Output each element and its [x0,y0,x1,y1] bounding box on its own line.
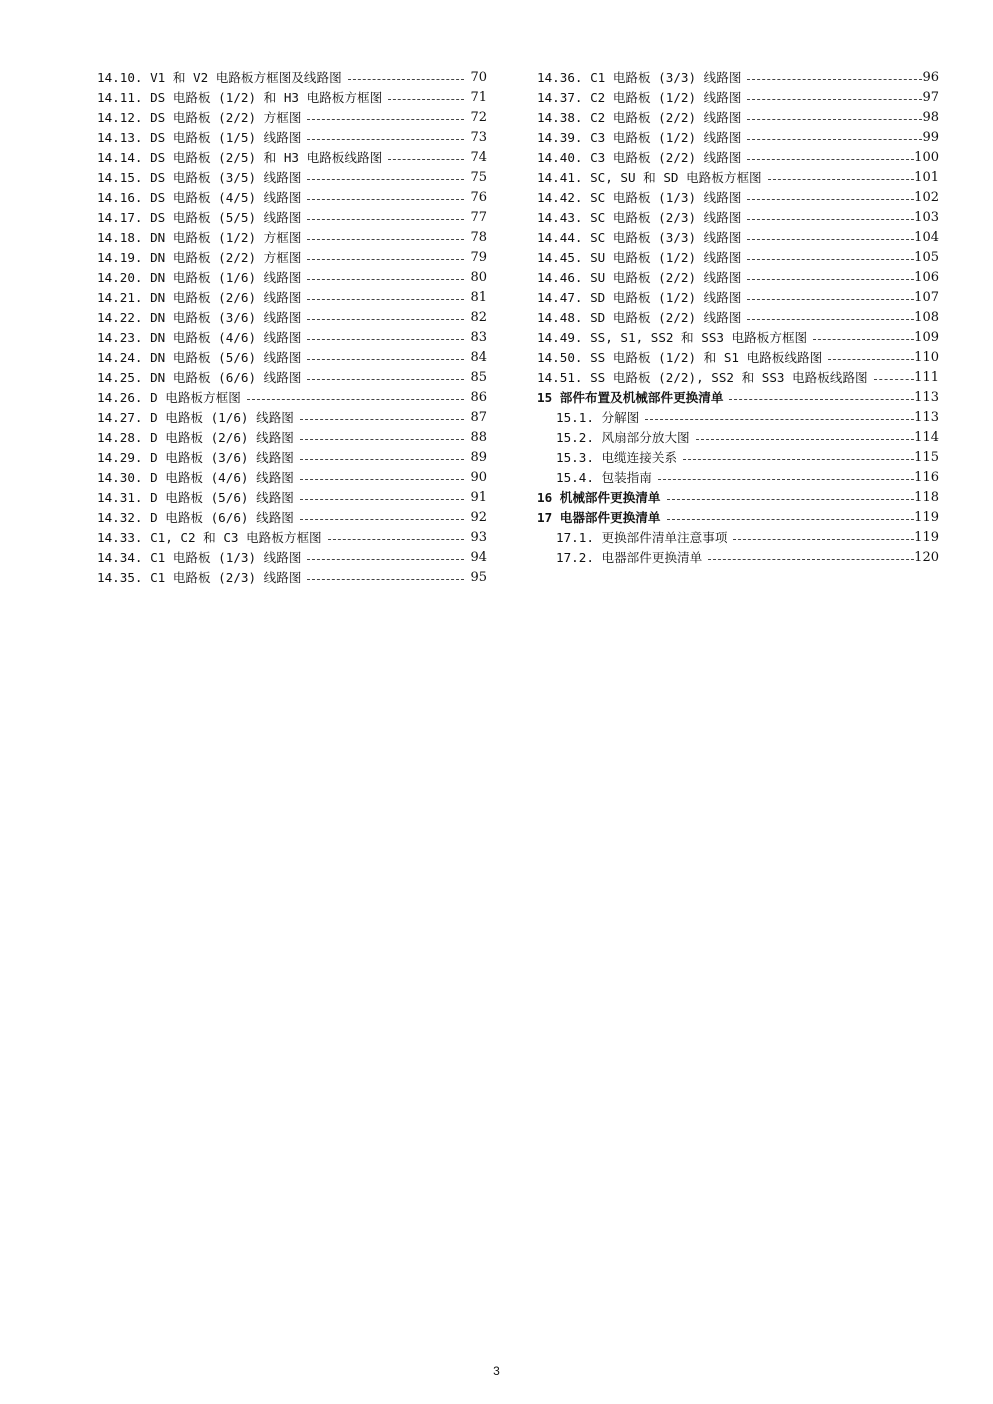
toc-entry-page: 86 [470,390,487,405]
toc-entry[interactable] [97,348,487,368]
toc-entry-label: 14.18. DN 电路板 (1/2) 方框图 [97,230,302,245]
toc-entry-label: 14.31. D 电路板 (5/6) 线路图 [97,490,294,505]
toc-entry-page: 103 [914,210,939,225]
dot-leader [328,539,465,540]
toc-entry[interactable] [537,148,939,168]
toc-entry[interactable] [537,208,939,228]
dot-leader [307,139,464,140]
dot-leader [307,359,464,360]
toc-entry[interactable] [537,268,939,288]
toc-entry-page: 92 [470,510,487,525]
dot-leader [747,199,914,200]
dot-leader [747,119,922,120]
toc-entry-page: 116 [914,470,939,485]
dot-leader [300,439,465,440]
dot-leader [708,559,914,560]
dot-leader [300,479,465,480]
toc-entry-page: 87 [470,410,487,425]
toc-entry[interactable] [537,188,939,208]
toc-chapter-label: 15 部件布置及机械部件更换清单 [537,390,724,405]
toc-entry-label: 14.48. SD 电路板 (2/2) 线路图 [537,310,742,325]
dot-leader [307,379,464,380]
toc-entry-page: 94 [470,550,487,565]
toc-entry-label: 14.29. D 电路板 (3/6) 线路图 [97,450,294,465]
toc-entry-page: 75 [470,170,487,185]
dot-leader [729,399,914,400]
toc-entry-page: 98 [922,110,939,125]
toc-entry-page: 73 [470,130,487,145]
toc-entry-page: 84 [470,350,487,365]
toc-entry-label: 14.20. DN 电路板 (1/6) 线路图 [97,270,302,285]
dot-leader [307,199,464,200]
dot-leader [747,299,914,300]
toc-entry-label: 14.15. DS 电路板 (3/5) 线路图 [97,170,302,185]
toc-entry-page: 82 [470,310,487,325]
dot-leader [747,279,914,280]
dot-leader [388,159,464,160]
toc-entry[interactable] [537,468,939,488]
toc-entry-page: 102 [914,190,939,205]
toc-entry-page: 114 [914,430,939,445]
toc-entry-label: 14.43. SC 电路板 (2/3) 线路图 [537,210,742,225]
toc-entry[interactable] [537,408,939,428]
dot-leader [747,139,922,140]
dot-leader [747,259,914,260]
toc-entry-page: 96 [922,70,939,85]
toc-entry-label: 14.44. SC 电路板 (3/3) 线路图 [537,230,742,245]
toc-entry-label: 14.11. DS 电路板 (1/2) 和 H3 电路板方框图 [97,90,383,105]
toc-entry[interactable] [537,68,939,88]
dot-leader [300,419,465,420]
toc-chapter-label: 17 电器部件更换清单 [537,510,661,525]
toc-entry-label: 14.40. C3 电路板 (2/2) 线路图 [537,150,742,165]
dot-leader [307,279,464,280]
toc-entry[interactable] [97,568,487,588]
toc-entry[interactable] [97,228,487,248]
toc-entry[interactable] [97,68,487,88]
toc-entry[interactable] [97,288,487,308]
toc-entry[interactable] [537,128,939,148]
toc-entry-page: 97 [922,90,939,105]
dot-leader [768,179,915,180]
dot-leader [747,99,922,100]
toc-entry-label: 14.22. DN 电路板 (3/6) 线路图 [97,310,302,325]
toc-entry[interactable] [537,228,939,248]
toc-entry-label: 17.2. 电器部件更换清单 [556,550,703,565]
toc-entry-label: 14.23. DN 电路板 (4/6) 线路图 [97,330,302,345]
dot-leader [747,219,914,220]
toc-entry-label: 14.17. DS 电路板 (5/5) 线路图 [97,210,302,225]
toc-entry[interactable] [97,208,487,228]
toc-entry-page: 110 [914,350,939,365]
toc-entry-label: 14.51. SS 电路板 (2/2), SS2 和 SS3 电路板线路图 [537,370,868,385]
toc-entry-label: 14.36. C1 电路板 (3/3) 线路图 [537,70,742,85]
toc-entry-page: 95 [470,570,487,585]
toc-chapter-15[interactable] [537,388,939,408]
toc-chapter-16[interactable] [537,488,939,508]
toc-entry-label: 14.25. DN 电路板 (6/6) 线路图 [97,370,302,385]
toc-entry-page: 119 [914,510,939,525]
toc-entry-label: 14.27. D 电路板 (1/6) 线路图 [97,410,294,425]
toc-entry-page: 89 [470,450,487,465]
toc-entry-label: 14.10. V1 和 V2 电路板方框图及线路图 [97,70,342,85]
dot-leader [307,319,464,320]
toc-entry-page: 115 [914,450,939,465]
toc-entry-label: 14.21. DN 电路板 (2/6) 线路图 [97,290,302,305]
toc-entry-page: 81 [470,290,487,305]
dot-leader [388,99,464,100]
toc-entry[interactable] [97,308,487,328]
page-number: 3 [493,1364,500,1378]
toc-entry-page: 71 [470,90,487,105]
toc-entry[interactable] [97,548,487,568]
toc-entry-label: 17.1. 更换部件清单注意事项 [556,530,728,545]
dot-leader [307,219,464,220]
toc-entry-label: 14.47. SD 电路板 (1/2) 线路图 [537,290,742,305]
toc-entry-page: 119 [914,530,939,545]
dot-leader [300,499,465,500]
toc-entry-page: 88 [470,430,487,445]
toc-entry[interactable] [97,88,487,108]
dot-leader [300,519,465,520]
toc-entry-label: 14.13. DS 电路板 (1/5) 线路图 [97,130,302,145]
toc-entry-label: 14.45. SU 电路板 (1/2) 线路图 [537,250,742,265]
toc-entry-page: 101 [914,170,939,185]
toc-entry-label: 14.42. SC 电路板 (1/3) 线路图 [537,190,742,205]
dot-leader [747,239,914,240]
dot-leader [683,459,914,460]
dot-leader [747,159,914,160]
toc-entry-page: 70 [470,70,487,85]
toc-entry-label: 14.28. D 电路板 (2/6) 线路图 [97,430,294,445]
toc-entry[interactable] [537,248,939,268]
toc-entry-page: 105 [914,250,939,265]
toc-entry-page: 108 [914,310,939,325]
toc-entry-page: 83 [470,330,487,345]
toc-entry[interactable] [537,548,939,568]
toc-entry-label: 14.33. C1, C2 和 C3 电路板方框图 [97,530,322,545]
toc-entry-page: 93 [470,530,487,545]
toc-entry-label: 14.37. C2 电路板 (1/2) 线路图 [537,90,742,105]
toc-entry[interactable] [97,468,487,488]
toc-entry-page: 104 [914,230,939,245]
toc-entry-page: 74 [470,150,487,165]
toc-entry-page: 85 [470,370,487,385]
toc-entry-label: 14.30. D 电路板 (4/6) 线路图 [97,470,294,485]
toc-entry[interactable] [537,348,939,368]
dot-leader [667,519,915,520]
toc-entry-label: 15.2. 风扇部分放大图 [556,430,690,445]
toc-chapter-label: 16 机械部件更换清单 [537,490,661,505]
toc-entry-label: 14.34. C1 电路板 (1/3) 线路图 [97,550,302,565]
dot-leader [733,539,914,540]
dot-leader [307,339,464,340]
toc-entry-page: 80 [470,270,487,285]
toc-entry-page: 111 [914,370,939,385]
toc-entry-page: 113 [914,390,939,405]
toc-entry[interactable] [537,88,939,108]
toc-entry[interactable] [97,248,487,268]
toc-entry-page: 118 [914,490,939,505]
toc-entry[interactable] [97,408,487,428]
toc-entry[interactable] [97,188,487,208]
dot-leader [307,179,464,180]
dot-leader [645,419,914,420]
dot-leader [667,499,915,500]
dot-leader [307,119,464,120]
toc-entry[interactable] [537,288,939,308]
toc-entry-page: 90 [470,470,487,485]
dot-leader [828,359,914,360]
toc-entry-label: 15.3. 电缆连接关系 [556,450,678,465]
toc-entry-label: 15.1. 分解图 [556,410,640,425]
toc-entry-page: 77 [470,210,487,225]
toc-entry[interactable] [97,128,487,148]
toc-chapter-17[interactable] [537,508,939,528]
toc-entry[interactable] [537,328,939,348]
toc-entry-label: 14.38. C2 电路板 (2/2) 线路图 [537,110,742,125]
dot-leader [747,79,922,80]
toc-entry[interactable] [97,428,487,448]
toc-entry[interactable] [97,508,487,528]
toc-entry-label: 14.49. SS, S1, SS2 和 SS3 电路板方框图 [537,330,808,345]
dot-leader [348,79,465,80]
toc-entry[interactable] [537,528,939,548]
toc-entry-label: 14.16. DS 电路板 (4/5) 线路图 [97,190,302,205]
dot-leader [658,479,914,480]
toc-entry[interactable] [537,308,939,328]
toc-entry-page: 113 [914,410,939,425]
dot-leader [307,579,464,580]
dot-leader [874,379,915,380]
toc-entry-page: 106 [914,270,939,285]
toc-entry[interactable] [97,448,487,468]
toc-entry-page: 78 [470,230,487,245]
toc-entry-page: 100 [914,150,939,165]
toc-entry[interactable] [97,148,487,168]
toc-entry[interactable] [537,108,939,128]
toc-entry-label: 14.39. C3 电路板 (1/2) 线路图 [537,130,742,145]
toc-entry-label: 14.19. DN 电路板 (2/2) 方框图 [97,250,302,265]
dot-leader [247,399,465,400]
dot-leader [307,299,464,300]
toc-entry[interactable] [97,328,487,348]
toc-entry[interactable] [97,488,487,508]
toc-entry[interactable] [97,168,487,188]
toc-entry-label: 14.50. SS 电路板 (1/2) 和 S1 电路板线路图 [537,350,823,365]
toc-right-column [537,68,939,568]
toc-entry-label: 14.14. DS 电路板 (2/5) 和 H3 电路板线路图 [97,150,383,165]
toc-entry[interactable] [537,168,939,188]
toc-entry-label: 14.24. DN 电路板 (5/6) 线路图 [97,350,302,365]
toc-entry-label: 14.26. D 电路板方框图 [97,390,241,405]
toc-entry-label: 14.12. DS 电路板 (2/2) 方框图 [97,110,302,125]
dot-leader [813,339,914,340]
toc-entry-label: 15.4. 包装指南 [556,470,652,485]
toc-entry-page: 99 [922,130,939,145]
toc-entry[interactable] [537,368,939,388]
toc-entry-page: 109 [914,330,939,345]
toc-entry-label: 14.41. SC, SU 和 SD 电路板方框图 [537,170,762,185]
toc-entry[interactable] [97,388,487,408]
toc-entry[interactable] [97,368,487,388]
toc-entry-page: 76 [470,190,487,205]
toc-entry[interactable] [97,268,487,288]
dot-leader [307,239,464,240]
dot-leader [300,459,465,460]
dot-leader [696,439,915,440]
toc-left-column [97,68,487,588]
dot-leader [307,259,464,260]
toc-entry-label: 14.35. C1 电路板 (2/3) 线路图 [97,570,302,585]
toc-entry-label: 14.46. SU 电路板 (2/2) 线路图 [537,270,742,285]
toc-entry[interactable] [97,528,487,548]
toc-entry-label: 14.32. D 电路板 (6/6) 线路图 [97,510,294,525]
toc-entry-page: 91 [470,490,487,505]
toc-entry-page: 120 [914,550,939,565]
dot-leader [747,319,914,320]
toc-entry[interactable] [537,428,939,448]
toc-entry[interactable] [537,448,939,468]
dot-leader [307,559,464,560]
toc-entry-page: 107 [914,290,939,305]
toc-entry-page: 72 [470,110,487,125]
toc-entry-page: 79 [470,250,487,265]
toc-entry[interactable] [97,108,487,128]
